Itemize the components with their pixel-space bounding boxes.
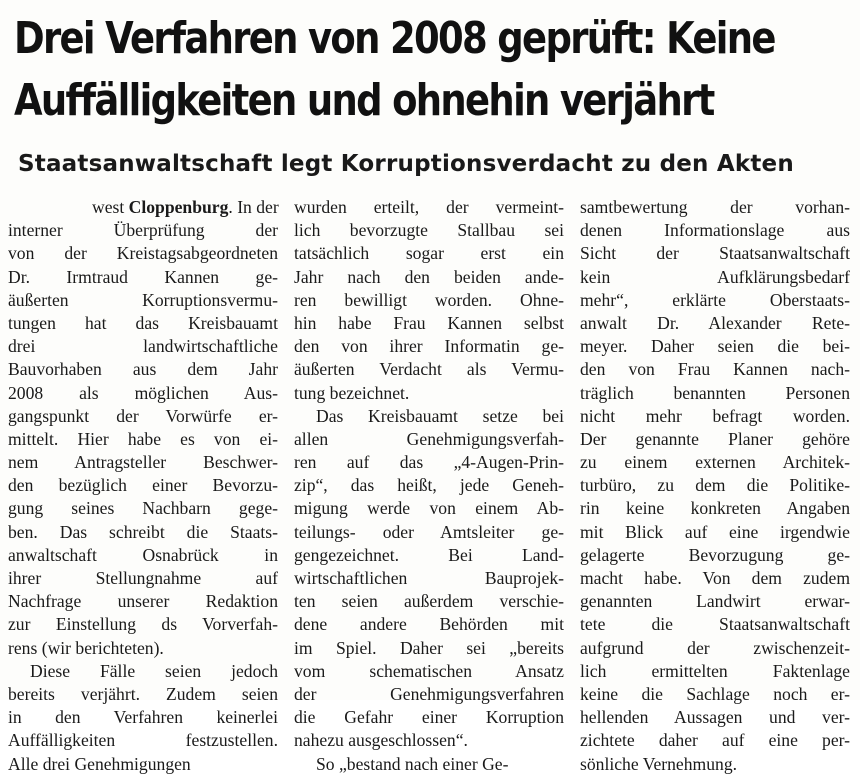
body-text-line: rin keine konkreten Angaben bbox=[580, 498, 850, 519]
body-text-line: wirtschaftlichen Bauprojek- bbox=[294, 568, 564, 588]
body-text-line: keine die Sachlage noch er- bbox=[580, 683, 850, 704]
body-text-line: ben. Das schreibt die Staats- bbox=[8, 521, 278, 542]
body-text-line: samtbewertung der vorhan- bbox=[580, 197, 850, 217]
body-text-line: allen Genehmigungsverfah- bbox=[294, 428, 564, 449]
body-text-line: Auffälligkeiten festzustellen. bbox=[8, 730, 278, 751]
body-text-line: im Spiel. Daher sei „bereits bbox=[294, 637, 564, 658]
body-text-line: wurden erteilt, der vermeint- bbox=[294, 197, 564, 217]
headline-line-1: Drei Verfahren von 2008 geprüft: Keine bbox=[14, 13, 775, 64]
body-text-line: mit Blick auf eine irgendwie bbox=[580, 521, 850, 542]
body-text-line: nem Antragsteller Beschwer- bbox=[8, 452, 278, 473]
body-text-line: äußerten Korruptionsvermu- bbox=[8, 289, 278, 310]
body-text-line: gung seines Nachbarn gege- bbox=[8, 498, 278, 519]
body-text-line: So „bestand nach einer Ge- bbox=[316, 753, 509, 774]
subheadline: Staatsanwaltschaft legt Korruptionsverdacht zu den Akten bbox=[18, 151, 794, 177]
body-text-line: Diese Fälle seien jedoch bbox=[30, 660, 278, 681]
body-text-line: turbüro, zu dem die Politike- bbox=[580, 475, 850, 496]
column-1 bbox=[8, 196, 278, 776]
body-text-line: Bauvorhaben aus dem Jahr bbox=[8, 359, 278, 380]
body-text-line: ren bewilligt worden. Ohne- bbox=[294, 289, 564, 310]
body-text-line: teilungs- oder Amtsleiter ge- bbox=[294, 521, 564, 542]
body-text-line: drei landwirtschaftliche bbox=[8, 336, 278, 357]
body-text-line: interner Überprüfung der bbox=[8, 220, 278, 241]
column-2 bbox=[294, 196, 564, 776]
body-text-line: den von Frau Kannen nach- bbox=[580, 359, 850, 380]
body-text-line: gengezeichnet. Bei Land- bbox=[294, 544, 564, 565]
body-text-line: äußerten Verdacht als Vermu- bbox=[294, 359, 564, 380]
body-text-line: sönliche Vernehmung. bbox=[580, 753, 738, 774]
body-text-line: von der Kreistagsabgeordneten bbox=[8, 243, 278, 264]
body-text-line: den von ihrer Informatin ge- bbox=[294, 336, 564, 357]
body-text-line: migung werde von einem Ab- bbox=[294, 498, 564, 519]
body-text-line: aufgrund der zwischenzeit- bbox=[580, 637, 850, 658]
body-text-line: der Genehmigungsverfahren bbox=[294, 683, 564, 704]
body-text-line: 2008 als möglichen Aus- bbox=[8, 382, 278, 403]
body-text-line: vom schematischen Ansatz bbox=[294, 660, 564, 681]
body-text-line: Alle drei Genehmigungen bbox=[8, 753, 191, 774]
body-text-line: Dr. Irmtraud Kannen ge- bbox=[8, 266, 278, 287]
body-text-line: hellenden Aussagen und ver- bbox=[580, 707, 850, 728]
dateline-line bbox=[8, 196, 278, 219]
body-text-line: tung bezeichnet. bbox=[294, 382, 410, 403]
body-text-line: tatsächlich sogar erst ein bbox=[294, 243, 564, 264]
body-text-line: Jahr nach den beiden ande- bbox=[294, 266, 564, 287]
body-text-line: rens (wir berichteten). bbox=[8, 637, 164, 658]
body-text-line: denen Informationslage aus bbox=[580, 220, 850, 241]
body-text-line: zur Einstellung ds Vorverfah- bbox=[8, 614, 278, 635]
body-text-line: dene andere Behörden mit bbox=[294, 614, 564, 635]
body-text-line: Nachfrage unserer Redaktion bbox=[8, 591, 278, 612]
body-text-line: gangspunkt der Vorwürfe er- bbox=[8, 405, 278, 426]
body-text-line: lich ermittelten Faktenlage bbox=[580, 660, 850, 681]
column-3 bbox=[580, 196, 850, 776]
body-text-line: in den Verfahren keinerlei bbox=[8, 707, 278, 728]
body-text-line: ihrer Stellungnahme auf bbox=[8, 568, 278, 588]
body-text-line: Der genannte Planer gehöre bbox=[580, 428, 850, 449]
dateline-location: Cloppenburg bbox=[128, 197, 229, 217]
body-text-line: zip“, das heißt, jede Geneh- bbox=[294, 475, 564, 496]
body-text-line: den bezüglich einer Bevorzu- bbox=[8, 475, 278, 496]
article-body bbox=[8, 196, 856, 774]
body-text-line: tete die Staatsanwaltschaft bbox=[580, 614, 850, 635]
body-text-line: Sicht der Staatsanwaltschaft bbox=[580, 243, 850, 264]
body-text-line: lich bevorzugte Stallbau sei bbox=[294, 220, 564, 241]
body-text-line: nicht mehr befragt worden. bbox=[580, 405, 850, 426]
body-text-line: mittelt. Hier habe es von ei- bbox=[8, 428, 278, 449]
body-text-line: genannten Landwirt erwar- bbox=[580, 591, 850, 612]
body-text-line: ten seien außerdem verschie- bbox=[294, 591, 564, 612]
headline bbox=[14, 8, 775, 132]
body-text-line: Das Kreisbauamt setze bei bbox=[316, 405, 564, 426]
headline-line-2: Auffälligkeiten und ohnehin verjährt bbox=[14, 75, 714, 126]
body-text-line: hin habe Frau Kannen selbst bbox=[294, 312, 564, 333]
body-text-line: nahezu ausgeschlossen“. bbox=[294, 730, 468, 751]
body-text-line: zichtete daher auf eine per- bbox=[580, 730, 850, 751]
dateline-tail: . In der bbox=[228, 197, 279, 217]
body-text-line: mehr“, erklärte Oberstaats- bbox=[580, 289, 850, 310]
body-text-line: gelagerte Bevorzugung ge- bbox=[580, 544, 850, 565]
body-text-line: ren auf das „4-Augen-Prin- bbox=[294, 452, 564, 473]
dateline-prefix: west bbox=[92, 197, 125, 217]
body-text-line: macht habe. Von dem zudem bbox=[580, 568, 850, 588]
body-text-line: zu einem externen Architek- bbox=[580, 452, 850, 473]
body-text-line: tungen hat das Kreisbauamt bbox=[8, 312, 278, 333]
body-text-line: kein Aufklärungsbedarf bbox=[580, 266, 850, 287]
body-text-line: die Gefahr einer Korruption bbox=[294, 707, 564, 728]
body-text-line: träglich benannten Personen bbox=[580, 382, 850, 403]
body-text-line: anwalt Dr. Alexander Rete- bbox=[580, 312, 850, 333]
body-text-line: bereits verjährt. Zudem seien bbox=[8, 683, 278, 704]
body-text-line: meyer. Daher seien die bei- bbox=[580, 336, 850, 357]
body-text-line: anwaltschaft Osnabrück in bbox=[8, 544, 278, 565]
